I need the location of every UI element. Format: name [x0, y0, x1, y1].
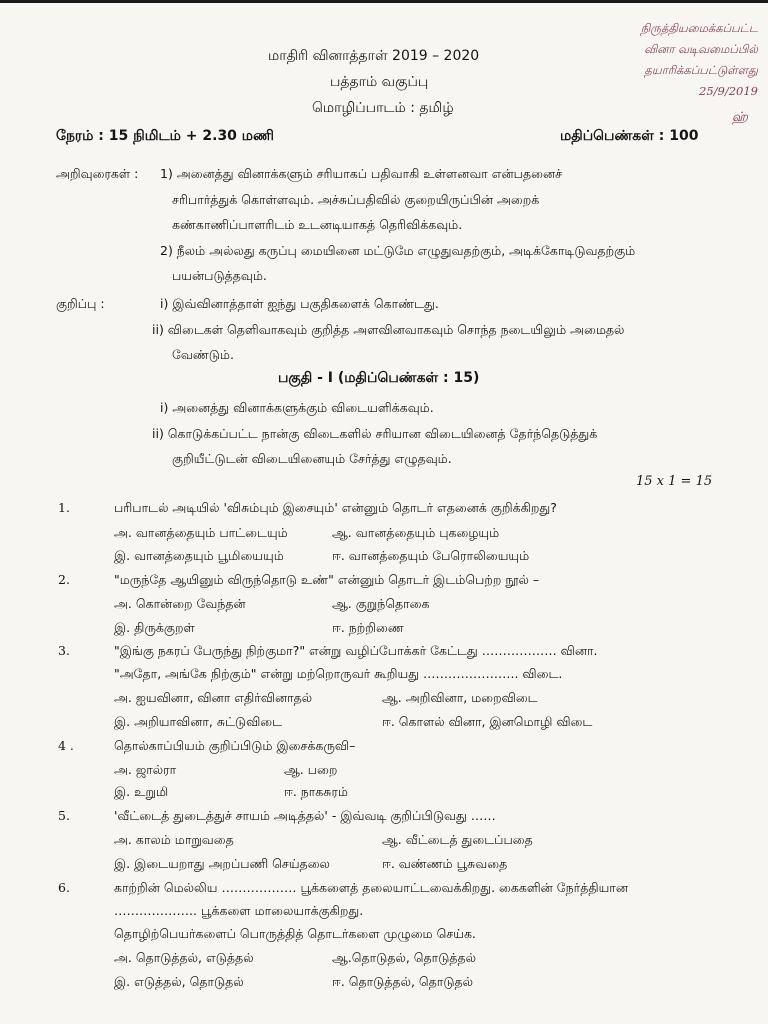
- option-c: இ. உறுமி: [114, 784, 169, 799]
- option-d: ஈ. நாகசுரம்: [284, 784, 348, 799]
- handwritten-date: 25/9/2019: [699, 84, 758, 98]
- instruction-1-line-3: கண்காணிப்பாளரிடம் உடனடியாகத் தெரிவிக்கவும்.: [172, 217, 463, 232]
- handwritten-line: தயாரிக்கப்பட்டுள்ளது: [644, 63, 758, 77]
- option-a: அ. கொன்றை வேந்தன்: [114, 596, 246, 611]
- handwritten-note: [563, 18, 758, 102]
- option-a: அ. காலம் மாறுவதை: [114, 832, 234, 847]
- option-d: ஈ. கொளல் வினா, இனமொழி விடை: [382, 714, 593, 729]
- section-title: பகுதி - I (மதிப்பெண்கள் : 15): [278, 370, 480, 386]
- notes-label: குறிப்பு :: [56, 296, 105, 311]
- option-b: ஆ. அறிவினா, மறைவிடை: [382, 690, 538, 705]
- option-d: ஈ. தொடுத்தல், தொடுதல்: [332, 974, 474, 989]
- question-number: 5.: [58, 808, 70, 823]
- option-b: ஆ. வீட்டைத் துடைப்பதை: [382, 832, 533, 847]
- option-a: அ. ஐயவினா, வினா எதிர்வினாதல்: [114, 690, 313, 705]
- section-marks: 15 x 1 = 15: [636, 474, 713, 489]
- note-2-line-1: ii) விடைகள் தெளிவாகவும் குறித்த அளவினவாகவும் சொந்த நடையிலும் அமைதல்: [152, 322, 625, 337]
- question-text: "மருந்தே ஆயினும் விருந்தொடு உண்" என்னும் தொடர் இடம்பெற்ற நூல் –: [114, 572, 540, 587]
- class-name: பத்தாம் வகுப்பு: [330, 74, 429, 90]
- option-c: இ. அறியாவினா, சுட்டுவிடை: [114, 714, 283, 729]
- handwritten-signature: ஹ்: [732, 110, 748, 125]
- note-1: i) இவ்வினாத்தாள் ஐந்து பகுதிகளைக் கொண்டது.: [160, 296, 439, 311]
- section-direction-1: i) அனைத்து வினாக்களுக்கும் விடையளிக்கவும்.: [160, 400, 434, 415]
- section-direction-2-line-2: குறியீட்டுடன் விடையினையும் சேர்த்து எழுதவும்.: [172, 451, 452, 466]
- option-d: ஈ. நற்றிணை: [332, 620, 404, 635]
- question-text-line-3: தொழிற்பெயர்களைப் பொருத்தித் தொடர்களை முழுமை செய்க.: [114, 926, 476, 941]
- question-text: "இங்கு நகரப் பேருந்து நிற்குமா?" என்று வழிப்போக்கர் கேட்டது ……………… வினா.: [114, 643, 598, 658]
- option-c: இ. இடையறாது அறப்பணி செய்தலை: [114, 856, 330, 871]
- question-number: 4 .: [58, 738, 74, 753]
- question-text: 'வீட்டைத் துடைத்துச் சாயம் அடித்தல்' - இவ்வடி குறிப்பிடுவது ……: [114, 808, 496, 823]
- question-number: 3.: [58, 643, 70, 658]
- option-b: ஆ. வானத்தையும் புகழையும்: [332, 525, 500, 540]
- question-text: காற்றின் மெல்லிய ……………… பூக்களைத் தலையாட்டவைக்கிறது. கைகளின் நேர்த்தியான: [114, 880, 628, 895]
- question-number: 1.: [58, 500, 70, 515]
- option-a: அ. வானத்தையும் பாட்டையும்: [114, 525, 288, 540]
- note-2-line-2: வேண்டும்.: [172, 347, 234, 362]
- question-number: 2.: [58, 572, 70, 587]
- question-text-line-2: ……………….. பூக்களை மாலையாக்குகிறது.: [114, 903, 364, 918]
- handwritten-line: வினா வடிவமைப்பில்: [644, 42, 758, 56]
- question-text: பரிபாடல் அடியில் 'விசும்பும் இசையும்' என்னும் தொடர் எதனைக் குறிக்கிறது?: [114, 500, 557, 515]
- option-d: ஈ. வானத்தையும் பேரொலியையும்: [332, 548, 530, 563]
- subject-name: மொழிப்பாடம் : தமிழ்: [312, 100, 454, 116]
- question-number: 6.: [58, 880, 70, 895]
- time-allowed: நேரம் : 15 நிமிடம் + 2.30 மணி: [56, 128, 274, 144]
- option-a: அ. ஜால்ரா: [114, 762, 177, 777]
- instruction-1-line-1: 1) அனைத்து வினாக்களும் சரியாகப் பதிவாகி உள்ளனவா என்பதனைச்: [160, 166, 562, 181]
- option-c: இ. திருக்குறள்: [114, 620, 195, 635]
- top-border: [0, 0, 768, 3]
- instruction-2-line-1: 2) நீலம் அல்லது கருப்பு மையினை மட்டுமே எழுதுவதற்கும், அடிக்கோடிடுவதற்கும்: [160, 243, 636, 258]
- exam-title: மாதிரி வினாத்தாள் 2019 – 2020: [268, 48, 480, 64]
- instruction-2-line-2: பயன்படுத்தவும்.: [172, 268, 267, 283]
- instruction-1-line-2: சரிபார்த்துக் கொள்ளவும். அச்சுப்பதிவில் குறையிருப்பின் அறைக்: [172, 192, 540, 207]
- option-b: ஆ. குறுந்தொகை: [332, 596, 430, 611]
- option-b: ஆ.தொடுதல், தொடுத்தல்: [332, 950, 477, 965]
- question-text: தொல்காப்பியம் குறிப்பிடும் இசைக்கருவி–: [114, 738, 356, 753]
- option-b: ஆ. பறை: [284, 762, 338, 777]
- section-direction-2-line-1: ii) கொடுக்கப்பட்ட நான்கு விடைகளில் சரியான விடையினைத் தேர்ந்தெடுத்துக்: [152, 426, 598, 441]
- question-text-line-2: "அதோ, அங்கே நிற்கும்" என்று மற்றொருவர் கூறியது ………………….. விடை.: [114, 666, 563, 681]
- total-marks: மதிப்பெண்கள் : 100: [560, 128, 699, 144]
- option-a: அ. தொடுத்தல், எடுத்தல்: [114, 950, 254, 965]
- option-c: இ. வானத்தையும் பூமியையும்: [114, 548, 284, 563]
- option-c: இ. எடுத்தல், தொடுதல்: [114, 974, 244, 989]
- instructions-label: அறிவுரைகள் :: [56, 166, 139, 181]
- handwritten-line: நிருத்தியமைக்கப்பட்ட: [640, 21, 758, 35]
- option-d: ஈ. வண்ணம் பூசுவதை: [382, 856, 508, 871]
